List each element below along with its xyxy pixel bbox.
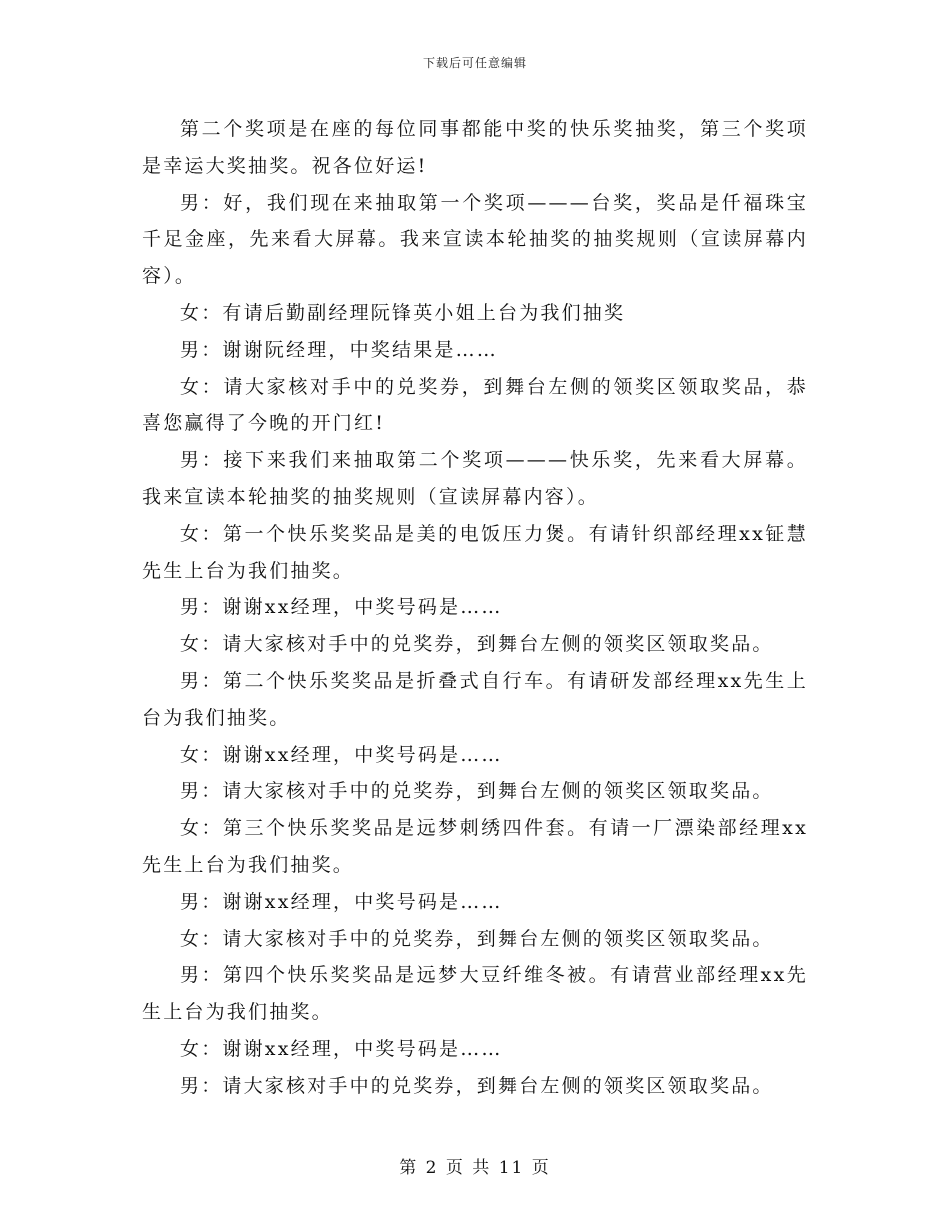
page-mid: 页 共 — [445, 1158, 492, 1178]
page-header-note: 下载后可任意编辑 — [422, 56, 527, 70]
paragraph: 男：请大家核对手中的兑奖券，到舞台左侧的领奖区领取奖品。 — [180, 780, 774, 803]
paragraph: 女：谢谢xx经理，中奖号码是…… — [180, 1037, 503, 1060]
paragraph: 男：谢谢阮经理，中奖结果是…… — [180, 338, 499, 361]
paragraph: 女：第三个快乐奖奖品是远梦刺绣四件套。有请一厂漂染部经理xx先生上台为我们抽奖。 — [142, 817, 808, 876]
paragraph: 男：第四个快乐奖奖品是远梦大豆纤维冬被。有请营业部经理xx先生上台为我们抽奖。 — [142, 964, 808, 1024]
page-number: 2 — [425, 1158, 439, 1178]
paragraph: 女：有请后勤副经理阮锋英小姐上台为我们抽奖 — [180, 301, 626, 324]
paragraph: 男：请大家核对手中的兑奖券，到舞台左侧的领奖区领取奖品。 — [180, 1074, 774, 1097]
document-body — [142, 111, 808, 1105]
page-footer — [0, 1153, 950, 1178]
paragraph: 男：谢谢xx经理，中奖号码是…… — [180, 596, 503, 619]
paragraph: 女：请大家核对手中的兑奖券，到舞台左侧的领奖区领取奖品。 — [180, 927, 774, 950]
paragraph: 女：谢谢xx经理，中奖号码是…… — [180, 743, 503, 766]
page-total: 11 — [498, 1158, 525, 1178]
paragraph: 男：接下来我们来抽取第二个奖项———快乐奖，先来看大屏幕。我来宣读本轮抽奖的抽奖规则（宣读屏幕内容）。 — [142, 449, 808, 508]
paragraph: 男：谢谢xx经理，中奖号码是…… — [180, 890, 503, 913]
paragraph: 女：第一个快乐奖奖品是美的电饭压力煲。有请针织部经理xx钲慧先生上台为我们抽奖。 — [142, 522, 808, 582]
paragraph: 女：请大家核对手中的兑奖券，到舞台左侧的领奖区领取奖品，恭喜您赢得了今晚的开门红! — [142, 375, 808, 435]
paragraph: 第二个奖项是在座的每位同事都能中奖的快乐奖抽奖，第三个奖项是幸运大奖抽奖。祝各位好运! — [142, 118, 808, 177]
page-suffix: 页 — [531, 1158, 551, 1178]
paragraph: 男：好，我们现在来抽取第一个奖项———台奖，奖品是仟福珠宝千足金座，先来看大屏幕。我来宣读本轮抽奖的抽奖规则（宣读屏幕内容）。 — [142, 191, 808, 288]
paragraph: 男：第二个快乐奖奖品是折叠式自行车。有请研发部经理xx先生上台为我们抽奖。 — [142, 669, 808, 729]
paragraph: 女：请大家核对手中的兑奖券，到舞台左侧的领奖区领取奖品。 — [180, 633, 774, 656]
page-prefix: 第 — [399, 1158, 419, 1178]
